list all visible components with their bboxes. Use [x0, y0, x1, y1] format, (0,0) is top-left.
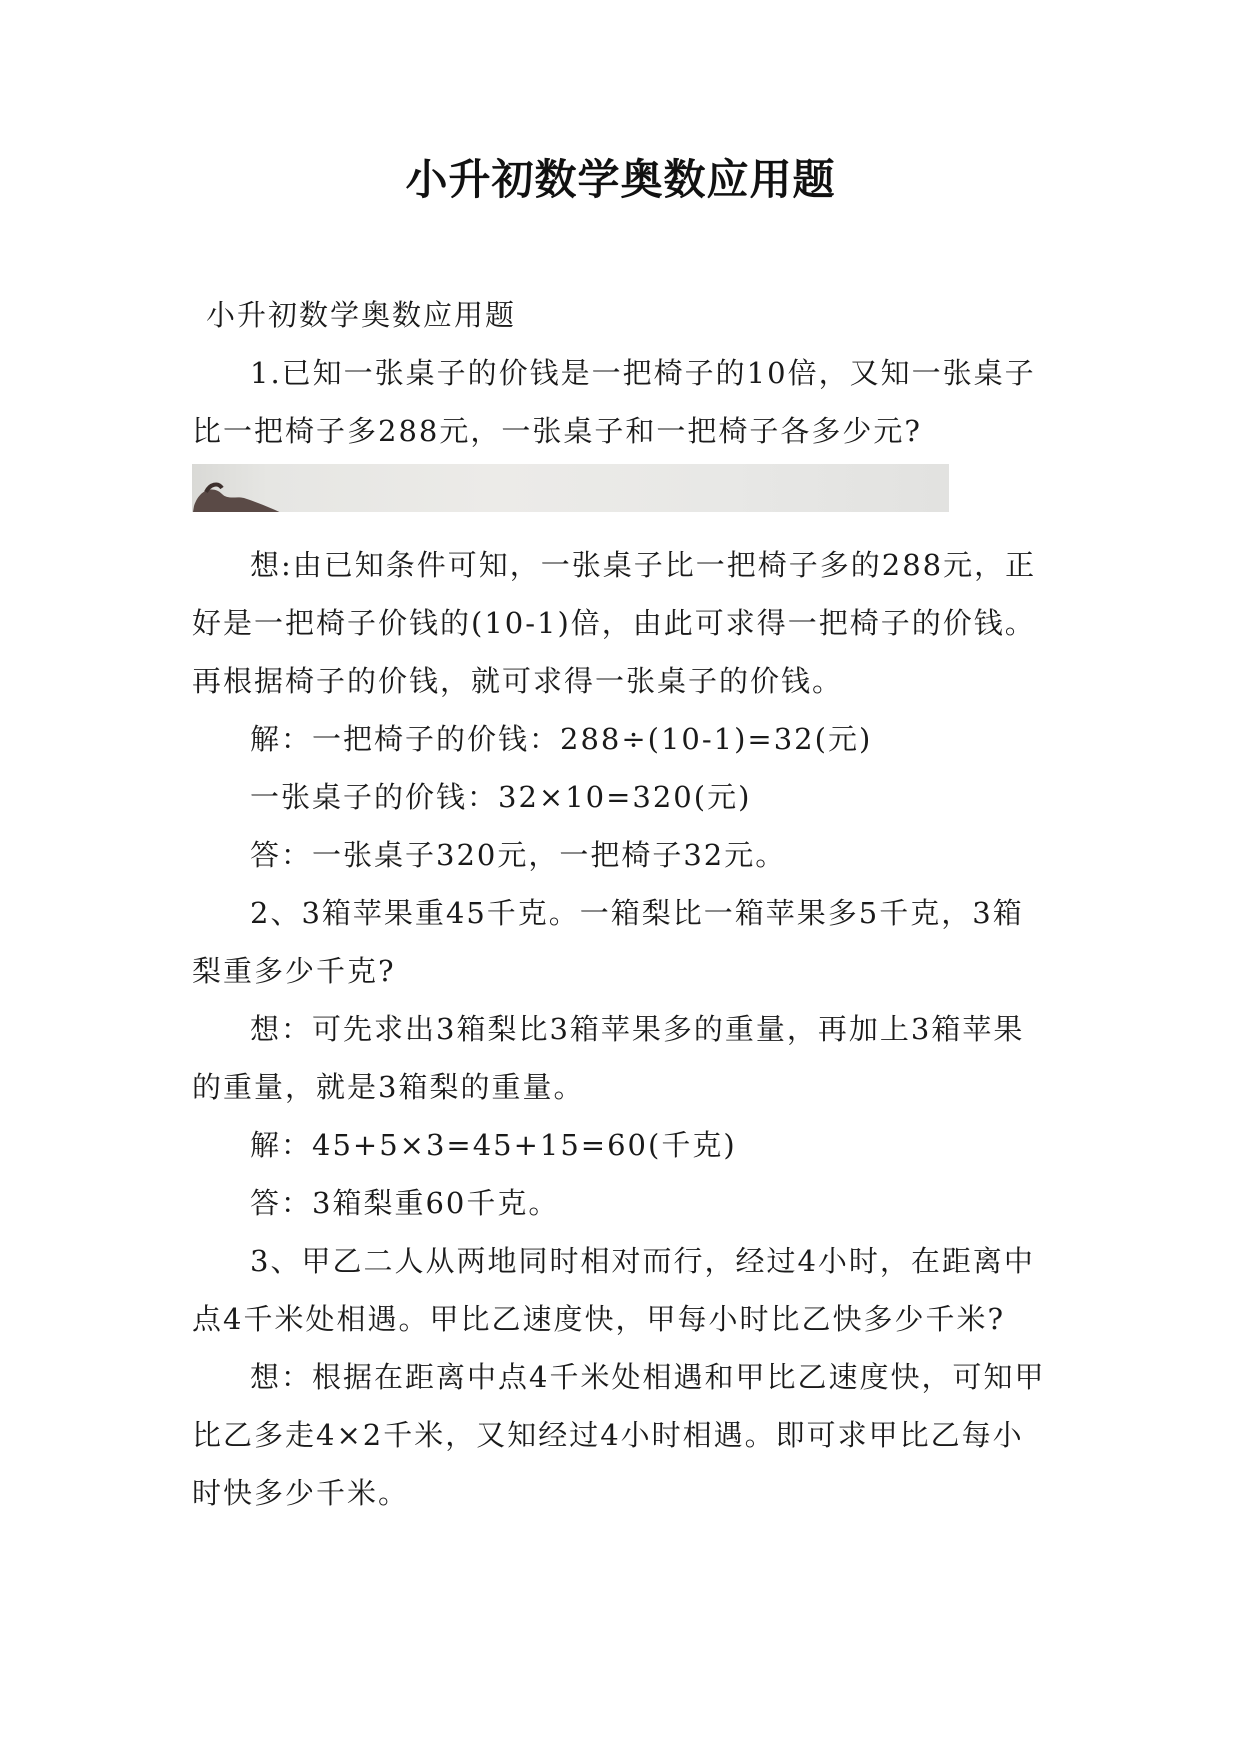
image-fragment-shape — [192, 478, 302, 512]
document-subtitle: 小升初数学奥数应用题 — [206, 298, 517, 332]
problem-2-question: 2、3箱苹果重45千克。一箱梨比一箱苹果多5千克，3箱梨重多少千克? — [192, 896, 1024, 988]
document-body — [192, 286, 1054, 1522]
problem-1-solution-step-2: 一张桌子的价钱：32×10=320(元) — [250, 780, 752, 814]
problem-2-answer: 答：3箱梨重60千克。 — [250, 1186, 560, 1220]
problem-3-thinking: 想：根据在距离中点4千米处相遇和甲比乙速度快，可知甲比乙多走4×2千米，又知经过4小时相遇。即可求甲比乙每小时快多少千米。 — [192, 1360, 1046, 1510]
embedded-image-strip — [192, 464, 949, 512]
problem-1-question: 1.已知一张桌子的价钱是一把椅子的10倍，又知一张桌子比一把椅子多288元，一张桌子和一把椅子各多少元? — [192, 356, 1036, 448]
problem-2-solution: 解：45+5×3=45+15=60(千克) — [250, 1128, 737, 1162]
problem-2-thinking: 想：可先求出3箱梨比3箱苹果多的重量，再加上3箱苹果的重量，就是3箱梨的重量。 — [192, 1012, 1025, 1104]
problem-1-thinking: 想:由已知条件可知，一张桌子比一把椅子多的288元，正好是一把椅子价钱的(10-1)倍，由此可求得一把椅子的价钱。再根据椅子的价钱，就可求得一张桌子的价钱。 — [192, 548, 1037, 698]
problem-1-answer: 答：一张桌子320元，一把椅子32元。 — [250, 838, 787, 872]
problem-1-solution-step-1: 解：一把椅子的价钱：288÷(10-1)=32(元) — [250, 722, 873, 756]
page-title: 小升初数学奥数应用题 — [405, 155, 836, 204]
problem-3-question: 3、甲乙二人从两地同时相对而行，经过4小时，在距离中点4千米处相遇。甲比乙速度快，甲每小时比乙快多少千米? — [192, 1244, 1035, 1336]
